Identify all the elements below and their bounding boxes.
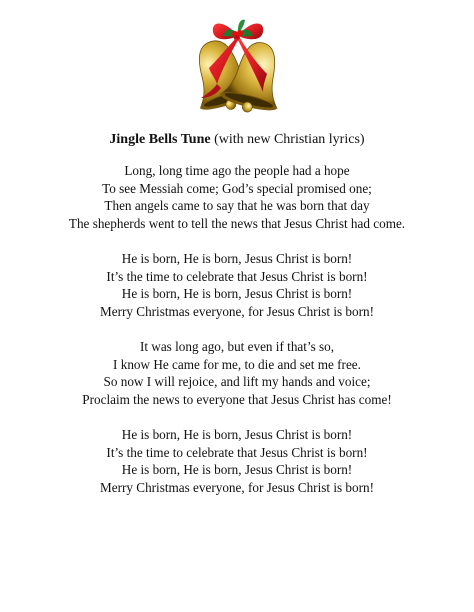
lyric-line: He is born, He is born, Jesus Christ is born! xyxy=(121,427,353,442)
title-song-name: Jingle Bells Tune xyxy=(109,132,211,147)
stanza-1 xyxy=(0,162,474,232)
lyric-line: The shepherds went to tell the news that Jesus Christ had come. xyxy=(68,215,406,231)
title-subtitle: (with new Christian lyrics) xyxy=(214,132,365,147)
lyrics-body xyxy=(0,162,474,514)
lyric-line: To see Messiah come; God’s special promised one; xyxy=(102,180,372,196)
lyric-line: It’s the time to celebrate that Jesus Christ is born! xyxy=(106,444,368,460)
lyric-line: He is born, He is born, Jesus Christ is born! xyxy=(121,251,353,266)
lyric-line: It was long ago, but even if that’s so, xyxy=(139,339,335,354)
stanza-4 xyxy=(0,426,474,496)
lyric-line: Merry Christmas everyone, for Jesus Christ is born! xyxy=(100,479,374,495)
lyric-line: Long, long time ago the people had a hope xyxy=(124,163,350,178)
stanza-2 xyxy=(0,250,474,320)
lyric-line: Then angels came to say that he was born that day xyxy=(104,198,370,213)
lyric-line: It’s the time to celebrate that Jesus Christ is born! xyxy=(106,268,368,284)
lyric-line: He is born, He is born, Jesus Christ is born! xyxy=(121,462,353,477)
lyric-line: He is born, He is born, Jesus Christ is born! xyxy=(121,286,353,301)
page-title xyxy=(0,131,474,149)
lyric-line: Merry Christmas everyone, for Jesus Christ is born! xyxy=(100,303,374,319)
lyric-line: I know He came for me, to die and set me free. xyxy=(113,356,361,372)
stanza-3 xyxy=(0,338,474,408)
lyric-line: Proclaim the news to everyone that Jesus Christ has come! xyxy=(82,391,392,407)
christmas-bells-icon xyxy=(187,14,289,126)
lyric-line: So now I will rejoice, and lift my hands and voice; xyxy=(103,374,371,389)
